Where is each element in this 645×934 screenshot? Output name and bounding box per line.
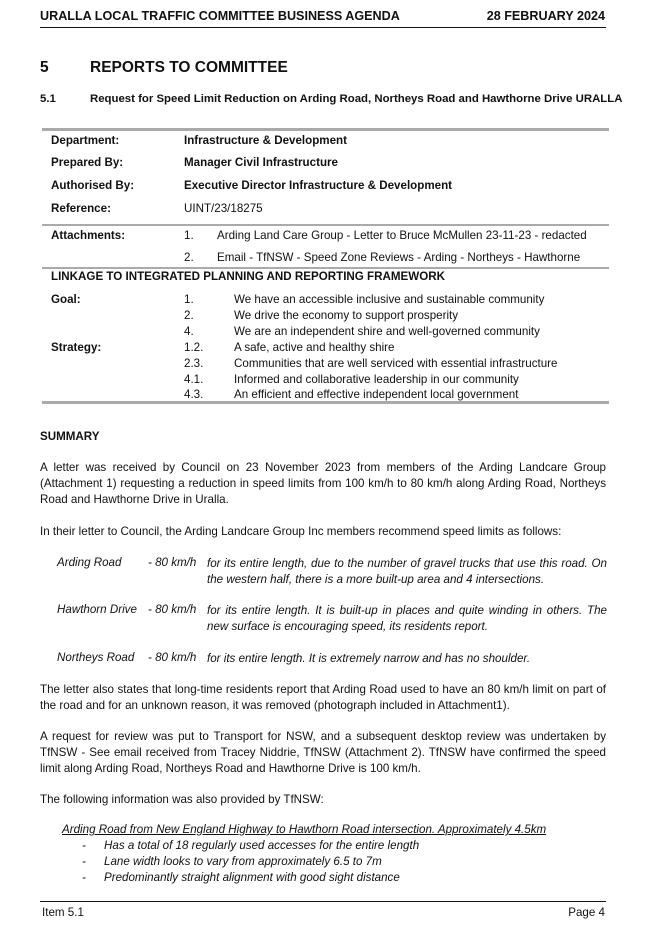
agenda-title: URALLA LOCAL TRAFFIC COMMITTEE BUSINESS AGENDA bbox=[40, 9, 400, 23]
road-name: Hawthorn Drive bbox=[57, 603, 137, 616]
road-name: Northeys Road bbox=[57, 651, 135, 664]
attachment-link[interactable]: Arding Land Care Group - Letter to Bruce McMullen 23-11-23 - redacted bbox=[217, 229, 587, 242]
meta-label: Department: bbox=[51, 134, 120, 147]
bullet-dash: - bbox=[82, 871, 86, 884]
strategy-number: 1.2. bbox=[184, 341, 204, 354]
section-number: 5 bbox=[40, 59, 49, 76]
attachment-link[interactable]: Email - TfNSW - Speed Zone Reviews - Arding - Northeys - Hawthorne bbox=[217, 251, 581, 264]
meta-divider bbox=[42, 224, 609, 226]
strategy-number: 2.3. bbox=[184, 357, 204, 370]
item-title: Request for Speed Limit Reduction on Arding Road, Northeys Road and Hawthorne Drive URALLA bbox=[90, 93, 623, 105]
meta-value: Infrastructure & Development bbox=[184, 134, 347, 147]
road-description: for its entire length. It is built-up in places and quite winding in others. The new surface is encouraging speed, its residents report. bbox=[207, 604, 607, 633]
summary-paragraph: In their letter to Council, the Arding Landcare Group Inc members recommend speed limits as follows: bbox=[40, 525, 562, 538]
attachments-label: Attachments: bbox=[51, 229, 126, 242]
page-header bbox=[40, 9, 605, 23]
meta-label: Authorised By: bbox=[51, 179, 135, 192]
attachment-number: 2. bbox=[184, 251, 194, 264]
strategy-text: Informed and collaborative leadership in our community bbox=[234, 373, 519, 386]
bullet-text: Has a total of 18 regularly used accesses for the entire length bbox=[104, 839, 420, 852]
bullet-dash: - bbox=[82, 855, 86, 868]
footer-item: Item 5.1 bbox=[42, 906, 84, 919]
road-speed: - 80 km/h bbox=[148, 651, 197, 664]
goal-text: We drive the economy to support prosperity bbox=[234, 309, 459, 322]
item-heading bbox=[40, 93, 622, 105]
strategy-text: A safe, active and healthy shire bbox=[234, 341, 395, 354]
strategy-label: Strategy: bbox=[51, 341, 102, 354]
meta-value: Executive Director Infrastructure & Development bbox=[184, 179, 453, 192]
bullet-item bbox=[82, 871, 400, 884]
summary-paragraph: A request for review was put to Transport for NSW, and a subsequent desktop review was undertaken by TfNSW - See email received from Tracey Niddrie, TfNSW (Attachment 2). TfNSW have confirmed the speed limit along Arding Road, Northeys Road and Hawthorne Drive is 100 km/h. bbox=[40, 730, 606, 775]
road-description: for its entire length, due to the number of gravel trucks that use this road. On the western half, there is a more built-up area and 4 intersections. bbox=[207, 557, 607, 586]
road-recommendation bbox=[0, 651, 645, 669]
header-divider bbox=[40, 27, 606, 28]
bullet-text: Lane width looks to vary from approximately 6.5 to 7m bbox=[104, 855, 382, 868]
section-heading bbox=[40, 59, 288, 77]
goal-text: We are an independent shire and well-governed community bbox=[234, 325, 540, 338]
goal-number: 1. bbox=[184, 293, 194, 306]
item-number: 5.1 bbox=[40, 93, 56, 105]
summary-heading: SUMMARY bbox=[40, 430, 100, 443]
summary-paragraph: The following information was also provided by TfNSW: bbox=[40, 793, 324, 806]
summary-paragraph: The letter also states that long-time residents report that Arding Road used to have an 80 km/h limit on part of the road and for an unknown reason, it was removed (photograph included in Attachment1). bbox=[40, 683, 606, 712]
attachments-divider bbox=[42, 267, 609, 269]
strategy-text: An efficient and effective independent local government bbox=[234, 388, 519, 401]
meta-value: Manager Civil Infrastructure bbox=[184, 156, 338, 169]
meta-label: Reference: bbox=[51, 202, 111, 215]
goal-number: 4. bbox=[184, 325, 194, 338]
bullet-item bbox=[82, 855, 382, 868]
road-speed: - 80 km/h bbox=[148, 603, 197, 616]
strategy-number: 4.3. bbox=[184, 388, 204, 401]
footer-divider bbox=[40, 901, 606, 902]
agenda-date: 28 FEBRUARY 2024 bbox=[486, 9, 605, 23]
road-recommendation bbox=[0, 556, 645, 592]
meta-box-bottom-rule bbox=[42, 401, 609, 404]
road-speed: - 80 km/h bbox=[148, 556, 197, 569]
road-recommendation bbox=[0, 603, 645, 639]
bullet-dash: - bbox=[82, 839, 86, 852]
meta-label: Prepared By: bbox=[51, 156, 124, 169]
goal-number: 2. bbox=[184, 309, 194, 322]
meta-value: UINT/23/18275 bbox=[184, 202, 263, 215]
attachment-number: 1. bbox=[184, 229, 194, 242]
bullet-item bbox=[82, 839, 419, 852]
goal-text: We have an accessible inclusive and sustainable community bbox=[234, 293, 545, 306]
summary-paragraph: A letter was received by Council on 23 November 2023 from members of the Arding Landcare Group (Attachment 1) requesting a reduction in speed limits from 100 km/h to 80 km/h along Arding Road, Northeys Road and Hawthorne Drive in Uralla. bbox=[40, 461, 606, 506]
bullet-text: Predominantly straight alignment with good sight distance bbox=[104, 871, 400, 884]
goal-label: Goal: bbox=[51, 293, 81, 306]
meta-box-top-rule bbox=[42, 128, 609, 131]
section-title: REPORTS TO COMMITTEE bbox=[90, 59, 288, 76]
road-name: Arding Road bbox=[57, 556, 122, 569]
road-subheading: Arding Road from New England Highway to Hawthorn Road intersection. Approximately 4.5km bbox=[62, 823, 547, 836]
road-description: for its entire length. It is extremely narrow and has no shoulder. bbox=[207, 652, 531, 665]
linkage-heading: LINKAGE TO INTEGRATED PLANNING AND REPORTING FRAMEWORK bbox=[51, 270, 445, 283]
page-footer bbox=[42, 906, 605, 919]
strategy-text: Communities that are well serviced with essential infrastructure bbox=[234, 357, 558, 370]
strategy-number: 4.1. bbox=[184, 373, 204, 386]
footer-page-number: Page 4 bbox=[568, 906, 605, 919]
